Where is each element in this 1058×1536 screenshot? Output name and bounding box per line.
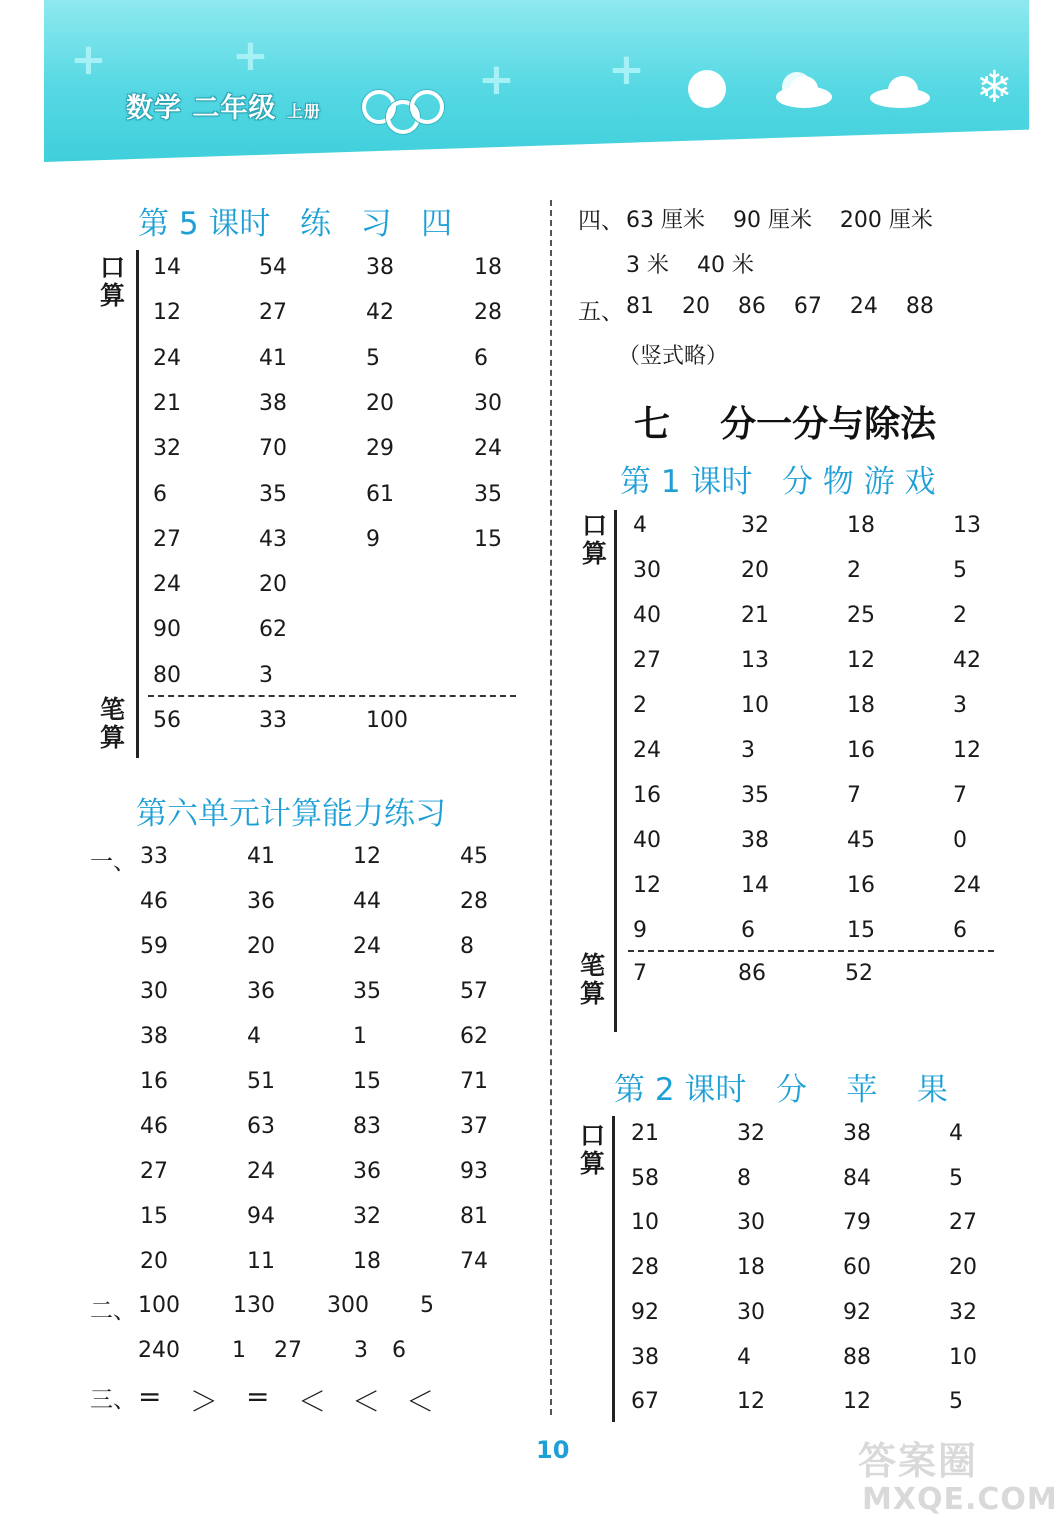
- answer-value: 14: [153, 255, 181, 280]
- answer-value: 35: [259, 481, 287, 507]
- answer-value: 51: [247, 1069, 275, 1094]
- part4-line1: 63 厘米 90 厘米 200 厘米: [626, 208, 933, 233]
- plus-decoration: +: [232, 30, 269, 81]
- answer-value: 63: [247, 1114, 275, 1139]
- answer-value: 21: [741, 603, 769, 628]
- subject-grade: 数学 二年级: [126, 93, 277, 124]
- answer-value: 36: [247, 889, 275, 914]
- lesson5-title: 第 5 课时 练 习 四: [138, 206, 453, 242]
- answer-value: 28: [460, 889, 488, 914]
- answer-value: 28: [474, 300, 502, 326]
- answer-value: 41: [259, 345, 287, 371]
- answer-value: 44: [353, 889, 381, 914]
- answer-value: 33: [259, 708, 287, 733]
- answer-value: 32: [949, 1299, 977, 1325]
- answer-value: 2: [953, 603, 967, 628]
- answer-value: 6: [392, 1338, 406, 1363]
- answer-value: 41: [247, 844, 275, 869]
- answer-value: 62: [259, 617, 287, 643]
- answer-value: 35: [741, 783, 769, 808]
- answer-value: 20: [366, 390, 394, 416]
- answer-value: 29: [366, 436, 394, 462]
- answer-value: 20: [741, 558, 769, 583]
- answer-value: 86: [738, 961, 766, 986]
- answer-value: 6: [474, 345, 488, 371]
- answer-value: 92: [631, 1299, 659, 1325]
- answer-value: 74: [460, 1249, 488, 1274]
- comparison-symbol: ＜: [352, 1385, 381, 1418]
- answer-value: 2: [633, 693, 647, 718]
- answer-value: 94: [247, 1204, 275, 1229]
- comparison-symbol: =: [246, 1380, 270, 1413]
- ring-decoration: [410, 90, 444, 124]
- answer-value: 12: [843, 1389, 871, 1415]
- answer-value: 6: [741, 918, 755, 943]
- part2-prefix: 二、: [90, 1298, 136, 1324]
- answer-value: 20: [259, 572, 287, 598]
- answer-value: 10: [631, 1210, 659, 1236]
- answer-value: 30: [474, 390, 502, 416]
- answer-value: 12: [633, 873, 661, 898]
- bisuan-label: 笔算: [100, 695, 126, 752]
- answer-value: 300: [327, 1293, 369, 1318]
- answer-value: 4: [949, 1121, 963, 1146]
- answer-value: 16: [847, 873, 875, 898]
- part4-prefix: 四、: [578, 208, 624, 234]
- answer-value: 12: [353, 844, 381, 869]
- answer-value: 1: [232, 1338, 246, 1363]
- part5-line2: （竖式略）: [618, 344, 729, 369]
- answer-value: 18: [737, 1255, 765, 1281]
- answer-value: 46: [140, 1114, 168, 1139]
- kousuan-label: 口算: [580, 1121, 606, 1178]
- answer-value: 56: [153, 708, 181, 733]
- answer-value: 20: [949, 1255, 977, 1281]
- answer-value: 27: [140, 1159, 168, 1184]
- column-divider-line: [612, 1116, 615, 1422]
- answer-value: 57: [460, 979, 488, 1004]
- answer-value: 83: [353, 1114, 381, 1139]
- header-title: [126, 86, 321, 125]
- answer-value: 12: [953, 738, 981, 763]
- answer-value: 32: [153, 436, 181, 462]
- part5-line1: 81 20 86 67 24 88: [626, 294, 934, 319]
- answer-value: 27: [259, 300, 287, 326]
- answer-value: 18: [353, 1249, 381, 1274]
- snowflake-icon: ❄: [976, 62, 1013, 113]
- answer-value: 88: [843, 1344, 871, 1370]
- answer-value: 13: [741, 648, 769, 673]
- watermark-logo: 答案圈: [858, 1439, 979, 1483]
- header-banner: [44, 0, 1029, 162]
- answer-value: 42: [366, 300, 394, 326]
- answer-value: 1: [353, 1024, 367, 1049]
- answer-value: 71: [460, 1069, 488, 1094]
- answer-value: 18: [847, 513, 875, 538]
- answer-value: 38: [843, 1121, 871, 1146]
- answer-value: 62: [460, 1024, 488, 1049]
- answer-value: 3: [741, 738, 755, 763]
- answer-value: 240: [138, 1338, 180, 1363]
- answer-value: 27: [274, 1338, 302, 1363]
- answer-value: 3: [953, 693, 967, 718]
- answer-value: 45: [460, 844, 488, 869]
- answer-value: 4: [247, 1024, 261, 1049]
- answer-value: 5: [366, 345, 380, 371]
- sun-icon: [688, 70, 726, 108]
- answer-value: 36: [247, 979, 275, 1004]
- answer-value: 24: [474, 436, 502, 462]
- answer-value: 93: [460, 1159, 488, 1184]
- comparison-symbol: =: [138, 1380, 162, 1413]
- answer-value: 43: [259, 526, 287, 552]
- answer-value: 60: [843, 1255, 871, 1281]
- answer-value: 27: [633, 648, 661, 673]
- answer-value: 4: [633, 513, 647, 538]
- answer-value: 14: [741, 873, 769, 898]
- volume-label: 上册: [286, 102, 321, 121]
- answer-value: 5: [420, 1293, 434, 1318]
- answer-value: 11: [247, 1249, 275, 1274]
- answer-value: 12: [737, 1389, 765, 1415]
- column-divider-line: [614, 510, 617, 1032]
- answer-value: 20: [140, 1249, 168, 1274]
- answer-value: 92: [843, 1299, 871, 1325]
- plus-decoration: +: [70, 34, 107, 85]
- answer-value: 15: [474, 526, 502, 552]
- answer-value: 24: [153, 572, 181, 598]
- page-number: 10: [536, 1436, 570, 1464]
- part4-line2: 3 米 40 米: [626, 253, 754, 278]
- answer-value: 6: [953, 918, 967, 943]
- answer-value: 15: [847, 918, 875, 943]
- chapter-title: 七 分一分与除法: [634, 404, 937, 445]
- answer-value: 5: [949, 1165, 963, 1191]
- answer-value: 130: [233, 1293, 275, 1318]
- answer-value: 45: [847, 828, 875, 853]
- answer-value: 8: [460, 934, 474, 959]
- comparison-symbol: ＜: [298, 1385, 327, 1418]
- answer-value: 8: [737, 1165, 751, 1191]
- answer-value: 67: [631, 1389, 659, 1415]
- answer-value: 6: [153, 481, 167, 507]
- answer-value: 18: [847, 693, 875, 718]
- answer-value: 80: [153, 662, 181, 688]
- answer-value: 37: [460, 1114, 488, 1139]
- answer-value: 10: [949, 1344, 977, 1370]
- dashed-separator: [148, 695, 516, 697]
- answer-value: 35: [474, 481, 502, 507]
- answer-value: 15: [353, 1069, 381, 1094]
- answer-value: 3: [259, 662, 273, 688]
- answer-value: 40: [633, 828, 661, 853]
- answer-value: 5: [953, 558, 967, 583]
- answer-value: 81: [460, 1204, 488, 1229]
- answer-value: 32: [741, 513, 769, 538]
- answer-value: 7: [847, 783, 861, 808]
- answer-value: 33: [140, 844, 168, 869]
- answer-value: 40: [633, 603, 661, 628]
- answer-value: 30: [633, 558, 661, 583]
- answer-value: 2: [847, 558, 861, 583]
- answer-value: 20: [247, 934, 275, 959]
- answer-value: 27: [949, 1210, 977, 1236]
- answer-value: 24: [153, 345, 181, 371]
- column-divider-line: [136, 250, 139, 758]
- answer-value: 30: [737, 1299, 765, 1325]
- answer-value: 15: [140, 1204, 168, 1229]
- answer-value: 38: [366, 255, 394, 280]
- plus-decoration: +: [608, 44, 645, 95]
- answer-value: 16: [140, 1069, 168, 1094]
- answer-value: 58: [631, 1165, 659, 1191]
- page-center-divider: [550, 200, 552, 1415]
- answer-value: 9: [633, 918, 647, 943]
- plus-decoration: +: [478, 54, 515, 105]
- watermark-url: MXQE.COM: [862, 1482, 1058, 1517]
- answer-value: 38: [259, 390, 287, 416]
- answer-value: 16: [847, 738, 875, 763]
- answer-value: 61: [366, 481, 394, 507]
- answer-value: 30: [140, 979, 168, 1004]
- answer-value: 10: [741, 693, 769, 718]
- answer-value: 100: [138, 1293, 180, 1318]
- part3-prefix: 三、: [90, 1387, 136, 1413]
- answer-value: 24: [953, 873, 981, 898]
- lesson1-title: 第 1 课时 分 物 游 戏: [620, 464, 936, 500]
- answer-value: 24: [633, 738, 661, 763]
- answer-value: 70: [259, 436, 287, 462]
- answer-value: 13: [953, 513, 981, 538]
- answer-value: 3: [354, 1338, 368, 1363]
- answer-value: 32: [737, 1121, 765, 1146]
- answer-value: 84: [843, 1165, 871, 1191]
- answer-value: 30: [737, 1210, 765, 1236]
- answer-value: 21: [153, 390, 181, 416]
- answer-value: 38: [631, 1344, 659, 1370]
- answer-value: 9: [366, 526, 380, 552]
- comparison-symbol: ＜: [406, 1385, 435, 1418]
- unit6-title: 第六单元计算能力练习: [136, 796, 446, 832]
- part5-prefix: 五、: [578, 299, 624, 325]
- answer-value: 28: [631, 1255, 659, 1281]
- answer-value: 38: [741, 828, 769, 853]
- answer-value: 42: [953, 648, 981, 673]
- comparison-symbol: ＞: [190, 1385, 219, 1418]
- answer-value: 24: [247, 1159, 275, 1184]
- answer-value: 52: [845, 961, 873, 986]
- answer-value: 100: [366, 708, 408, 733]
- kousuan-label: 口算: [100, 253, 126, 310]
- answer-value: 12: [847, 648, 875, 673]
- answer-value: 18: [474, 255, 502, 280]
- answer-value: 32: [353, 1204, 381, 1229]
- kousuan-label: 口算: [582, 511, 608, 568]
- answer-value: 27: [153, 526, 181, 552]
- answer-value: 36: [353, 1159, 381, 1184]
- answer-value: 24: [353, 934, 381, 959]
- lesson2-title: 第 2 课时 分 苹 果: [614, 1072, 948, 1108]
- answer-value: 16: [633, 783, 661, 808]
- answer-value: 0: [953, 828, 967, 853]
- answer-value: 54: [259, 255, 287, 280]
- answer-value: 35: [353, 979, 381, 1004]
- answer-value: 38: [140, 1024, 168, 1049]
- answer-value: 90: [153, 617, 181, 643]
- answer-value: 7: [953, 783, 967, 808]
- answer-value: 21: [631, 1121, 659, 1146]
- bisuan-label: 笔算: [580, 951, 606, 1008]
- answer-value: 7: [633, 961, 647, 986]
- answer-value: 25: [847, 603, 875, 628]
- dashed-separator: [628, 950, 994, 952]
- answer-value: 59: [140, 934, 168, 959]
- answer-value: 12: [153, 300, 181, 326]
- answer-value: 4: [737, 1344, 751, 1370]
- answer-value: 46: [140, 889, 168, 914]
- answer-value: 79: [843, 1210, 871, 1236]
- answer-value: 5: [949, 1389, 963, 1415]
- part1-prefix: 一、: [90, 849, 136, 875]
